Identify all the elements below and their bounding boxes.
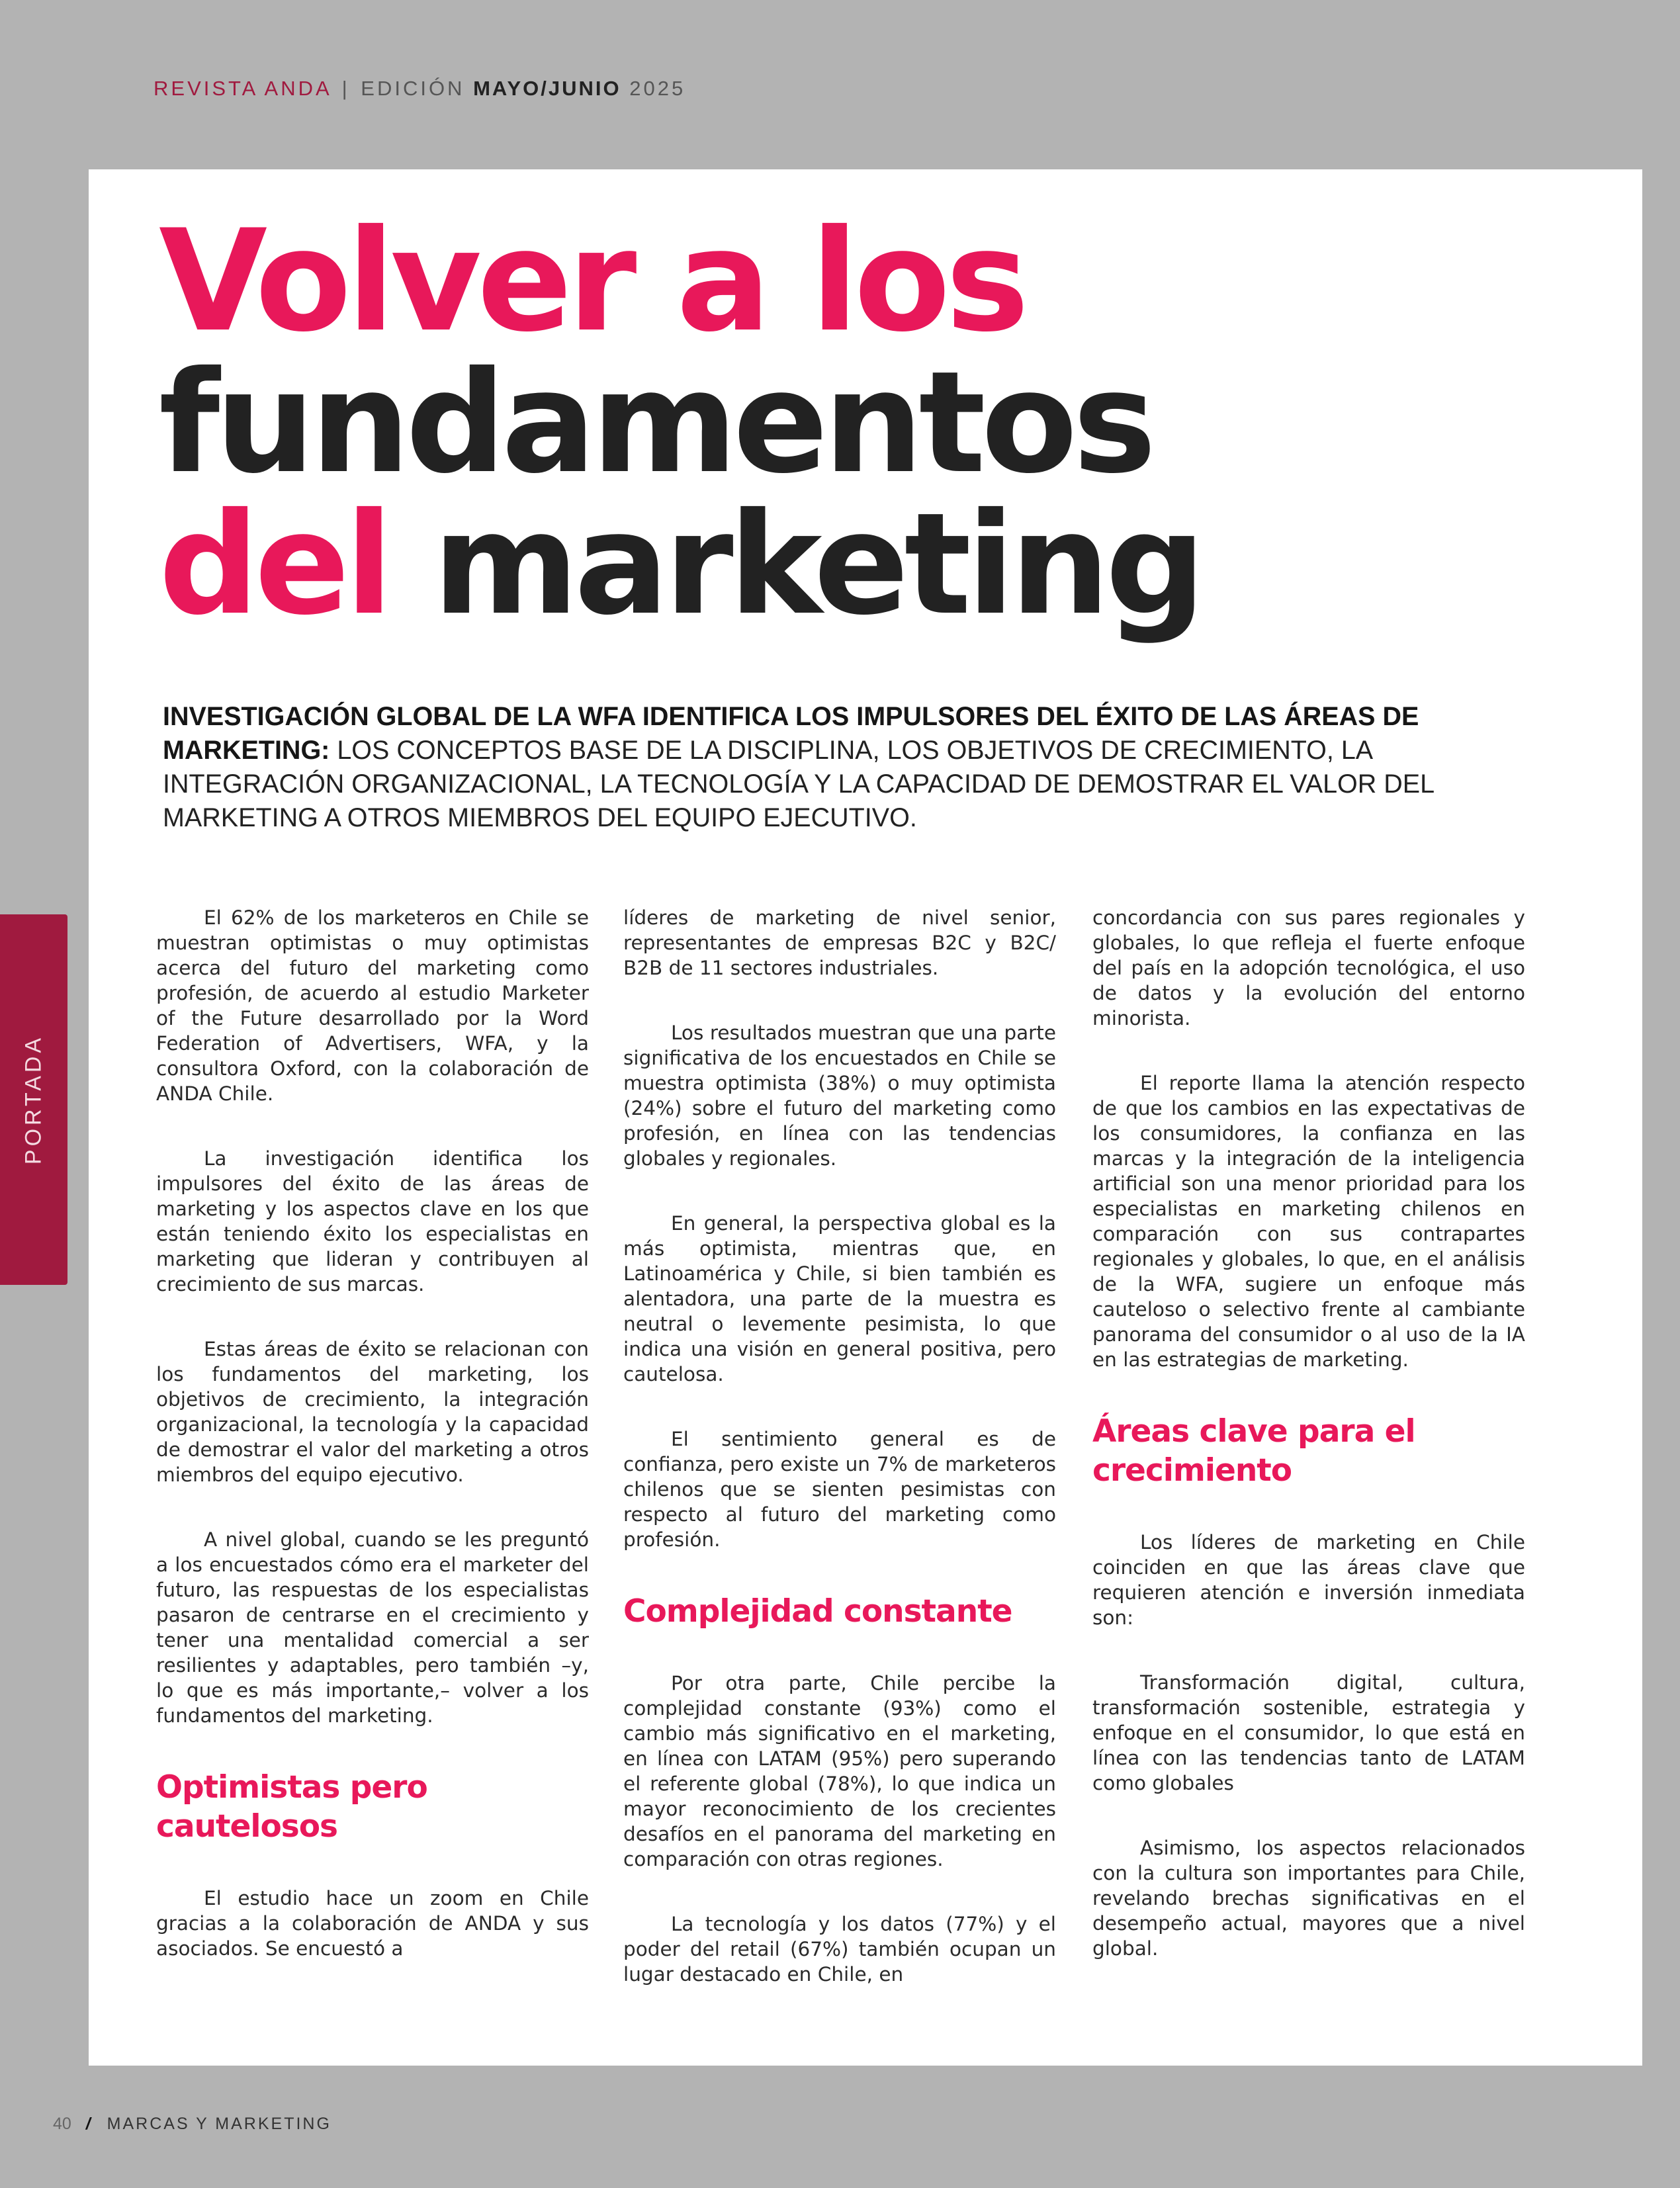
title-line-3: marketing	[433, 482, 1202, 646]
paragraph: La investigación identifica los impulsores del éxito de las áreas de marketing y los aspectos clave en los que están teniendo éxito los especialistas en marketing que lideran y contribuyen al crecimiento de sus marcas.	[156, 1147, 589, 1295]
lead-text: LOS CONCEPTOS BASE DE LA DISCIPLINA, LOS OBJETIVOS DE CRECIMIENTO, LA INTEGRACIÓN ORGANIZACIONAL, LA TECNOLOGÍA Y LA CAPACIDAD DE DEMOSTRAR EL VALOR DEL MARKETING A OTROS MIEMBROS DEL EQUIPO EJECUTIVO.	[163, 736, 1434, 832]
section-tab-label: PORTADA	[21, 1034, 46, 1165]
title-line-3-accent: del	[159, 482, 389, 646]
paragraph: Estas áreas de éxito se relacionan con los fundamentos del marketing, los objetivos de crecimiento, la integración organizacional, la tecnología y la capacidad de demostrar el valor del marketing a otros miembros del equipo ejecutivo.	[156, 1338, 589, 1486]
paragraph: La tecnología y los datos (77%) y el poder del retail (67%) también ocupan un lugar destacado en Chile, en	[623, 1913, 1056, 1986]
paragraph: líderes de marketing de nivel senior, representantes de empresas B2C y B2C/ B2B de 11 sectores industriales.	[623, 906, 1056, 979]
page-footer	[53, 2115, 332, 2134]
paragraph: El 62% de los marketeros en Chile se muestran optimistas o muy optimistas acerca del futuro del marketing como profesión, de acuerdo al estudio Marketer of the Future desarrollado por la Word Federation of Advertisers, WFA, y la consultora Oxford, con la colaboración de ANDA Chile.	[156, 906, 589, 1105]
paragraph: Por otra parte, Chile percibe la complejidad constante (93%) como el cambio más significativo en el marketing, en línea con LATAM (95%) pero superando el referente global (78%), lo que indica un mayor reconocimiento de los crecientes desafíos en el panorama del marketing en comparación con otras regiones.	[623, 1672, 1056, 1870]
paragraph: A nivel global, cuando se les preguntó a los encuestados cómo era el marketer del futuro, las respuestas de los especialistas pasaron de centrarse en el crecimiento y tener una mentalidad comercial a ser resilientes y adaptables, pero también –y, lo que es más importante,– volver a los fundamentos del marketing.	[156, 1528, 589, 1727]
page-number: 40	[53, 2115, 71, 2133]
edition-year: 2025	[629, 77, 686, 100]
text-column-1	[156, 905, 589, 2001]
header-separator: |	[341, 77, 350, 100]
section-tab	[0, 914, 67, 1285]
magazine-name: REVISTA ANDA	[154, 77, 331, 100]
text-column-3	[1092, 905, 1525, 2001]
title-line-1: Volver a los	[159, 199, 1025, 363]
paragraph: Transformación digital, cultura, transformación sostenible, estrategia y enfoque en el consumidor, lo que está en línea con las tendencias tanto de LATAM como globales	[1092, 1671, 1525, 1794]
title-line-2: fundamentos	[159, 341, 1152, 504]
text-column-2	[623, 905, 1056, 2027]
footer-section: MARCAS Y MARKETING	[107, 2115, 332, 2133]
article-title	[159, 199, 1202, 646]
paragraph: En general, la perspectiva global es la más optimista, mientras que, en Latinoamérica y Chile, si bien también es alentadora, una parte de la muestra es neutral o levemente pesimista, lo que indica una visión en general positiva, pero cautelosa.	[623, 1212, 1056, 1385]
subheading-areas-clave: Áreas clave para el crecimiento	[1092, 1413, 1415, 1489]
footer-slash: /	[85, 2115, 93, 2133]
lead-bold: INVESTIGACIÓN GLOBAL DE LA WFA IDENTIFICA LOS IMPULSORES DEL ÉXITO DE LAS ÁREAS DE MARKETING:	[163, 702, 1419, 765]
paragraph: El reporte llama la atención respecto de que los cambios en las expectativas de los consumidores, la confianza en las marcas y la integración de la inteligencia artificial son una menor prioridad para los especialistas en marketing chilenos en comparación con sus contrapartes regionales y globales, lo que, en el análisis de la WFA, sugiere un enfoque más cauteloso o selectivo frente al cambiante panorama del consumidor o al uso de la IA en las estrategias de marketing.	[1092, 1072, 1525, 1371]
paragraph: Los líderes de marketing en Chile coinciden en que las áreas clave que requieren atención e inversión inmediata son:	[1092, 1531, 1525, 1629]
edition-months: MAYO/JUNIO	[473, 77, 621, 100]
paragraph: Asimismo, los aspectos relacionados con la cultura son importantes para Chile, revelando brechas significativas en el desempeño actual, mayores que a nivel global.	[1092, 1837, 1525, 1960]
paragraph: Los resultados muestran que una parte significativa de los encuestados en Chile se muestra optimista (38%) o muy optimista (24%) sobre el futuro del marketing como profesión, en línea con las tendencias globales y regionales.	[623, 1022, 1056, 1170]
article-lead	[163, 700, 1506, 835]
subheading-complejidad: Complejidad constante	[623, 1593, 1012, 1630]
paragraph: concordancia con sus pares regionales y globales, lo que refleja el fuerte enfoque del país en la adopción tecnológica, el uso de datos y la evolución del entorno minorista.	[1092, 906, 1525, 1029]
subheading-optimistas: Optimistas pero cautelosos	[156, 1769, 427, 1845]
paragraph: El sentimiento general es de confianza, pero existe un 7% de marketeros chilenos que se sienten pesimistas con respecto al futuro del marketing como profesión.	[623, 1428, 1056, 1551]
paragraph: El estudio hace un zoom en Chile gracias a la colaboración de ANDA y sus asociados. Se encuestó a	[156, 1887, 589, 1960]
edition-label: EDICIÓN	[361, 77, 465, 100]
magazine-header	[154, 77, 685, 101]
